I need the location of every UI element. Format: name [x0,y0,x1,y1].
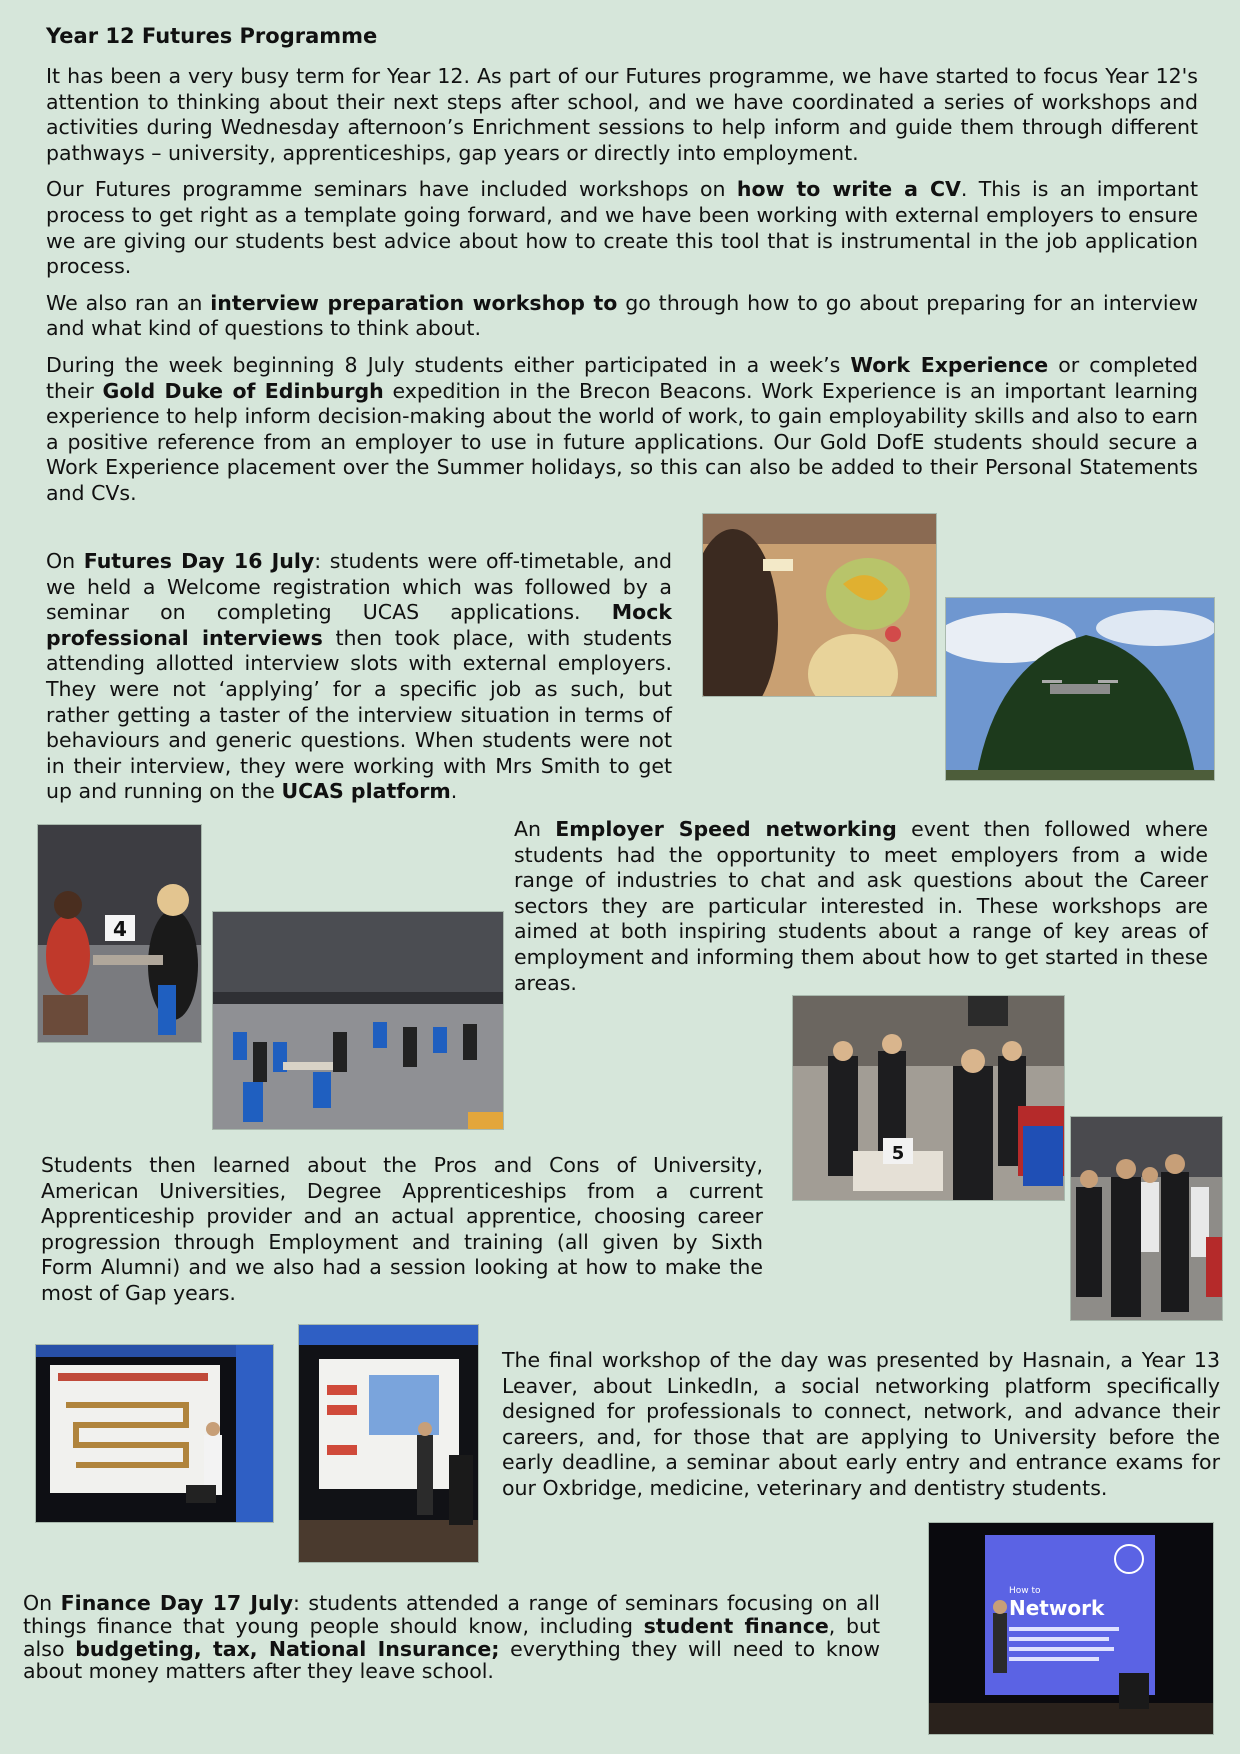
futures-day-text: On Futures Day 16 July: students were off-timetable, and we held a Welcome registration which was followed by a seminar on completing UCAS applications. Mock professional interviews then took place, with students attending allotted interview slots with external employers. They were not ‘applying’ for a specific job as such, but rather getting a taster of the interview situation in terms of behaviours and generic questions. When students were not in their interview, they were working with Mrs Smith to get up and running on the UCAS platform. [46,549,673,804]
interview-table-photo [37,824,202,1043]
stage-presentation-photo-1 [35,1344,274,1523]
stage-presentation-photo-2 [298,1324,479,1563]
svg-text:5: 5 [891,1143,905,1164]
final-workshop-text: The final workshop of the day was presented by Hasnain, a Year 13 Leaver, about LinkedIn, a social networking platform specifically designed for professionals to connect, network, and advance their careers, and, for those that are applying to University before the early deadline, a seminar about early entry and entrance exams for our Oxbridge, medicine, veterinary and dentistry students. [502,1348,1220,1500]
svg-text:How to: How to [1009,1586,1041,1596]
intro-paragraph-3: We also ran an interview preparation workshop to go through how to go about preparing for an interview and what kind of questions to think about. [46,290,1198,341]
students-standing-photo [1070,1116,1223,1321]
intro-paragraph-4: During the week beginning 8 July students either participated in a week’s Work Experience or completed their Gold Duke of Edinburgh expedition in the Brecon Beacons. Work Experience is an important learning experience to help inform decision-making about the world of work, to gain employability skills and also to earn a positive reference from an employer to use in future applications. Our Gold DofE students should secure a Work Experience placement over the Summer holidays, so this can also be added to their Personal Statements and CVs. [46,352,1198,505]
speed-networking-text: An Employer Speed networking event then followed where students had the opportunity to meet employers from a wide range of industries to chat and ask questions about the Career sectors they are particular interested in. These workshops are aimed at both inspiring students about a range of key areas of employment and informing them about how to get started in these areas. [514,817,1208,995]
board-game-photo [702,513,937,697]
intro-paragraph-2: Our Futures programme seminars have included workshops on how to write a CV. This is an important process to get right as a template going forward, and we have been working with external employers to ensure we are giving our students best advice about how to create this tool that is instrumental in the job application process. [46,177,1199,279]
linkedin-presentation-photo [928,1522,1214,1735]
page-title: Year 12 Futures Programme [46,24,378,48]
hall-interviews-photo [212,911,504,1130]
intro-paragraph-1: It has been a very busy term for Year 12. As part of our Futures programme, we have started to focus Year 12's attention to thinking about their next steps after school, and we have coordinated a series of workshops and activities during Wednesday afternoon’s Enrichment sessions to help inform and guide them through different pathways – university, apprenticeships, gap years or directly into employment. [46,64,1198,165]
finance-day-text: On Finance Day 17 July: students attended a range of seminars focusing on all things finance that young people should know, including student finance, but also budgeting, tax, National Insurance; everything they will need to know about money matters after they leave school. [23,1591,881,1684]
svg-text:Network: Network [1009,1596,1105,1620]
intro-text [46,64,1198,507]
networking-group-photo [792,995,1065,1201]
drone-photo [945,597,1215,781]
svg-text:4: 4 [113,917,127,941]
pros-cons-text: Students then learned about the Pros and Cons of University, American Universities, Degree Apprenticeships from a current Apprenticeship provider and an actual apprentice, choosing career progression through Employment and training (all given by Sixth Form Alumni) and we also had a session looking at how to make the most of Gap years. [41,1153,763,1305]
